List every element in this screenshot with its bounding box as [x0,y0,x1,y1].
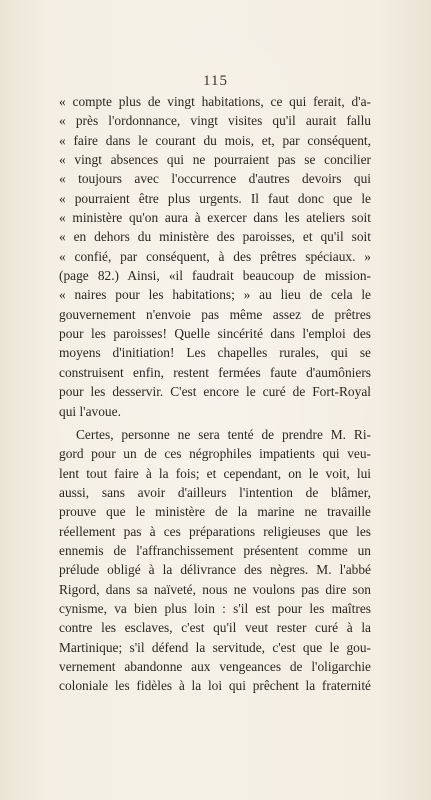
text-line: « naires pour les habitations; » au lieu de cela le [59,287,371,303]
text-line: moyens d'initiation! Les chapelles rurales, qui se [59,345,371,361]
text-line: coloniale les fidèles à la loi qui prêchent la fraternité [59,678,371,694]
body-text [59,92,371,696]
text-line: « confié, par conséquent, à des prêtres spéciaux. » [59,248,371,264]
text-line: gord pour un de ces négrophiles impatients qui veu- [59,446,371,462]
text-line: pour les paroisses! Quelle sincérité dans l'emploi des [59,326,371,342]
text-line: réellement pas à ces préparations religieuses que les [59,523,371,539]
text-line: prouve que le ministère de la marine ne travaille [59,504,371,520]
text-line: qui l'avoue. [59,403,121,419]
text-line: Rigord, dans sa naïveté, nous ne voulons pas dire son [59,581,371,597]
paragraph-1 [59,92,371,421]
text-line: prélude obligé à la délivrance des nègres. M. l'abbé [59,562,371,578]
text-line: lent tout faire à la fois; et cependant, on le voit, lui [59,465,371,481]
text-line: ennemis de l'affranchissement présentent comme un [59,542,371,558]
text-line: Martinique; s'il défend la servitude, c'est que le gou- [59,639,371,655]
text-line: « toujours avec l'occurrence d'autres devoirs qui [59,171,371,187]
text-line: « pourraient être plus urgents. Il faut donc que le [59,190,371,206]
paragraph-2 [59,425,371,696]
text-line: « en dehors du ministère des paroisses, et qu'il soit [59,229,371,245]
text-line: gouvernement n'envoie pas même assez de prêtres [59,306,371,322]
text-line: « faire dans le courant du mois, et, par conséquent, [59,132,371,148]
text-line: contre les esclaves, c'est qu'il veut rester curé à la [59,620,371,636]
text-line: « ministère qu'on aura à exercer dans les ateliers soit [59,210,371,226]
text-line: (page 82.) Ainsi, «il faudrait beaucoup de mission- [59,268,371,284]
text-line: vernement abandonne aux vengeances de l'oligarchie [59,658,371,674]
text-line: aussi, sans avoir d'ailleurs l'intention de blâmer, [59,484,371,500]
text-line: Certes, personne ne sera tenté de prendre M. Ri- [76,426,371,442]
text-line: construisent enfin, restent fermées faute d'aumôniers [59,364,371,380]
page-number: 115 [203,73,228,89]
text-line: « près l'ordonnance, vingt visites qu'il aurait fallu [59,113,371,129]
text-line: pour les desservir. C'est encore le curé de Fort-Royal [59,384,371,400]
text-line: « vingt absences qui ne pourraient pas se concilier [59,152,371,168]
text-line: « compte plus de vingt habitations, ce qui ferait, d'a- [59,94,371,109]
text-line: cynisme, va bien plus loin : s'il est pour les maîtres [59,600,371,616]
